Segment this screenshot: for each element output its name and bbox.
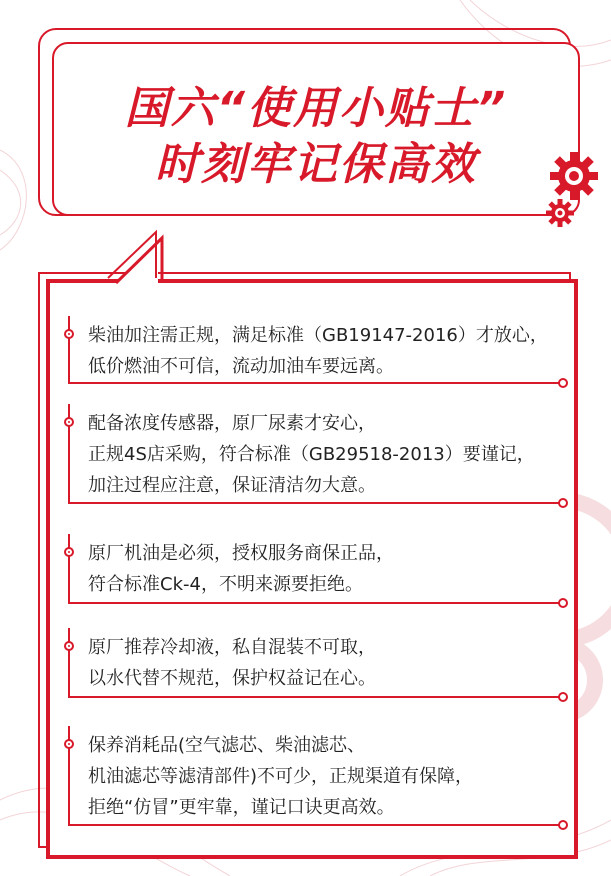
- gear-icon: [548, 150, 600, 202]
- small-gear-icon: [545, 198, 575, 228]
- tip-item: [68, 726, 568, 826]
- tip-item: [68, 534, 568, 604]
- tip-line: 原厂机油是必须，授权服务商保正品，: [88, 543, 394, 564]
- tip-line: 配备浓度传感器，原厂尿素才安心，: [88, 413, 376, 434]
- tip-line: 以水代替不规范，保护权益记在心。: [88, 668, 376, 689]
- tip-line: 保养消耗品(空气滤芯、柴油滤芯、: [88, 735, 366, 756]
- tip-item: [68, 404, 568, 504]
- tip-line: 低价燃油不可信，流动加油车要远离。: [88, 356, 394, 377]
- title-line-1: 国六“使用小贴士”: [124, 83, 508, 134]
- speech-pointer: [86, 226, 176, 286]
- tip-line: 符合标准Ck-4，不明来源要拒绝。: [88, 574, 363, 595]
- tip-line: 加注过程应注意，保证清洁勿大意。: [88, 475, 376, 496]
- tip-item: [68, 628, 568, 698]
- tip-line: 拒绝“仿冒”更牢靠，谨记口诀更高效。: [88, 797, 395, 818]
- title-line-2: 时刻牢记保高效: [155, 139, 477, 190]
- tip-item: [68, 316, 568, 384]
- tip-line: 正规4S店采购，符合标准（GB29518-2013）要谨记，: [88, 444, 535, 465]
- tip-line: 机油滤芯等滤清部件)不可少，正规渠道有保障，: [88, 766, 474, 787]
- tip-line: 柴油加注需正规，满足标准（GB19147-2016）才放心，: [88, 325, 548, 346]
- tip-line: 原厂推荐冷却液，私自混装不可取，: [88, 637, 376, 658]
